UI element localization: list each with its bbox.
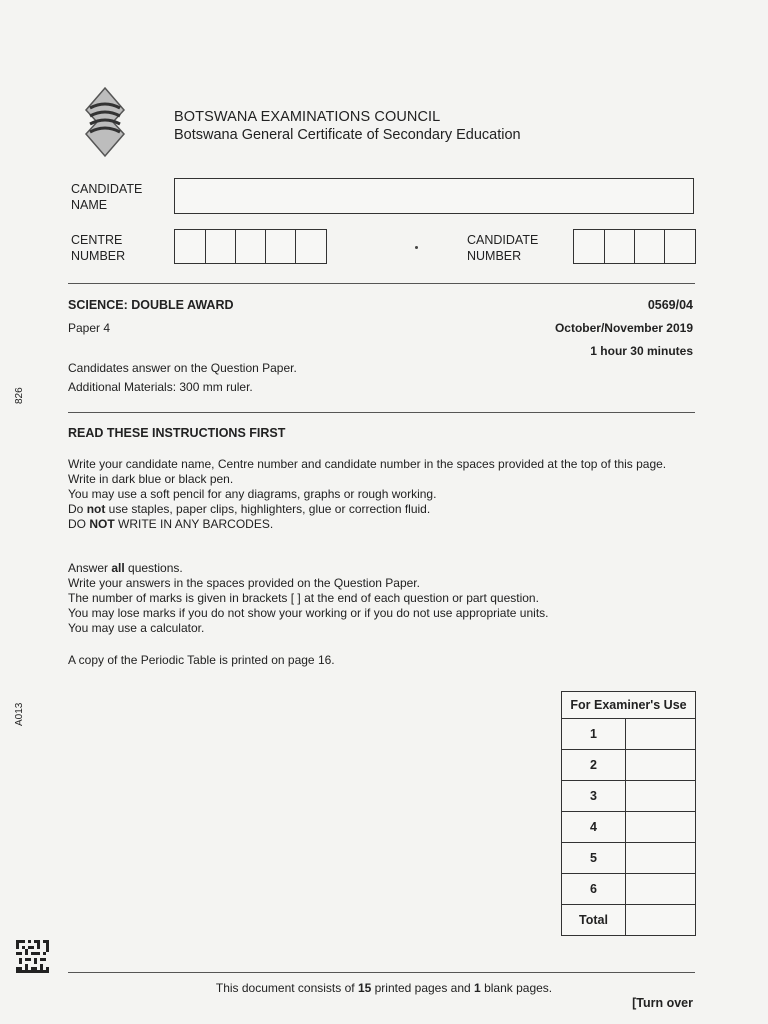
subject-title: SCIENCE: DOUBLE AWARD xyxy=(68,298,234,312)
mark-cell[interactable] xyxy=(626,843,696,874)
question-number: 2 xyxy=(562,750,626,781)
certificate-title: Botswana General Certificate of Secondary Education xyxy=(174,127,521,143)
total-mark-cell[interactable] xyxy=(626,905,696,936)
separator-dot xyxy=(415,246,418,249)
question-number: 6 xyxy=(562,874,626,905)
margin-code-bottom: A013 xyxy=(14,702,25,726)
paper-code: 0569/04 xyxy=(647,298,693,312)
organization-name: BOTSWANA EXAMINATIONS COUNCIL xyxy=(174,109,441,125)
question-number: 1 xyxy=(562,719,626,750)
instruction-line: You may use a calculator. xyxy=(68,621,205,635)
instruction-line: The number of marks is given in brackets [ ] at the end of each question or part question. xyxy=(68,591,539,605)
centre-digit-box[interactable] xyxy=(236,230,266,263)
instruction-line: Write your candidate name, Centre number and candidate number in the spaces provided at the top of this page. xyxy=(68,457,667,471)
bec-logo-icon xyxy=(80,86,130,158)
instruction-line: Answer all questions. xyxy=(68,561,183,575)
additional-materials: Additional Materials: 300 mm ruler. xyxy=(68,380,253,394)
candidate-number-field[interactable] xyxy=(573,229,696,264)
turn-over-label: [Turn over xyxy=(632,996,693,1010)
divider xyxy=(68,283,695,284)
candidate-digit-box[interactable] xyxy=(635,230,665,263)
instruction-line: DO NOT WRITE IN ANY BARCODES. xyxy=(68,517,274,531)
candidate-name-field[interactable] xyxy=(174,178,694,214)
instructions-block-2 xyxy=(68,561,693,636)
exam-session: October/November 2019 xyxy=(554,321,693,335)
question-number: 4 xyxy=(562,812,626,843)
divider xyxy=(68,412,695,413)
centre-digit-box[interactable] xyxy=(206,230,236,263)
centre-digit-box[interactable] xyxy=(175,230,206,263)
candidate-digit-box[interactable] xyxy=(605,230,635,263)
instructions-block-1 xyxy=(68,457,693,532)
page-count-note: This document consists of 15 printed pages and 1 blank pages. xyxy=(215,981,553,995)
mark-cell[interactable] xyxy=(626,781,696,812)
answer-location: Candidates answer on the Question Paper. xyxy=(68,361,297,375)
candidate-name-label: CANDIDATE NAME xyxy=(71,182,143,212)
candidate-digit-box[interactable] xyxy=(665,230,695,263)
footer-divider xyxy=(68,972,695,973)
candidate-digit-box[interactable] xyxy=(574,230,605,263)
examiners-use-table xyxy=(561,691,696,936)
examiners-use-heading: For Examiner's Use xyxy=(562,692,696,719)
mark-cell[interactable] xyxy=(626,874,696,905)
mark-cell[interactable] xyxy=(626,719,696,750)
question-number: 5 xyxy=(562,843,626,874)
instruction-line: You may lose marks if you do not show your working or if you do not use appropriate units. xyxy=(68,606,549,620)
candidate-number-label: CANDIDATE NUMBER xyxy=(467,233,539,263)
instructions-heading: READ THESE INSTRUCTIONS FIRST xyxy=(68,426,286,440)
instruction-line: Write your answers in the spaces provided on the Question Paper. xyxy=(68,576,420,590)
instruction-line: Write in dark blue or black pen. xyxy=(68,472,234,486)
exam-duration: 1 hour 30 minutes xyxy=(590,344,693,358)
centre-number-field[interactable] xyxy=(174,229,327,264)
centre-digit-box[interactable] xyxy=(296,230,326,263)
periodic-table-note: A copy of the Periodic Table is printed on page 16. xyxy=(68,653,335,667)
instruction-line: You may use a soft pencil for any diagrams, graphs or rough working. xyxy=(68,487,437,501)
margin-code-top: 826 xyxy=(14,387,25,404)
mark-cell[interactable] xyxy=(626,812,696,843)
paper-number: Paper 4 xyxy=(68,321,111,335)
mark-cell[interactable] xyxy=(626,750,696,781)
question-number: 3 xyxy=(562,781,626,812)
centre-number-label: CENTRE NUMBER xyxy=(71,233,126,263)
instruction-line: Do not use staples, paper clips, highlighters, glue or correction fluid. xyxy=(68,502,431,516)
total-label: Total xyxy=(562,905,626,936)
barcode-icon xyxy=(16,940,49,973)
centre-digit-box[interactable] xyxy=(266,230,296,263)
